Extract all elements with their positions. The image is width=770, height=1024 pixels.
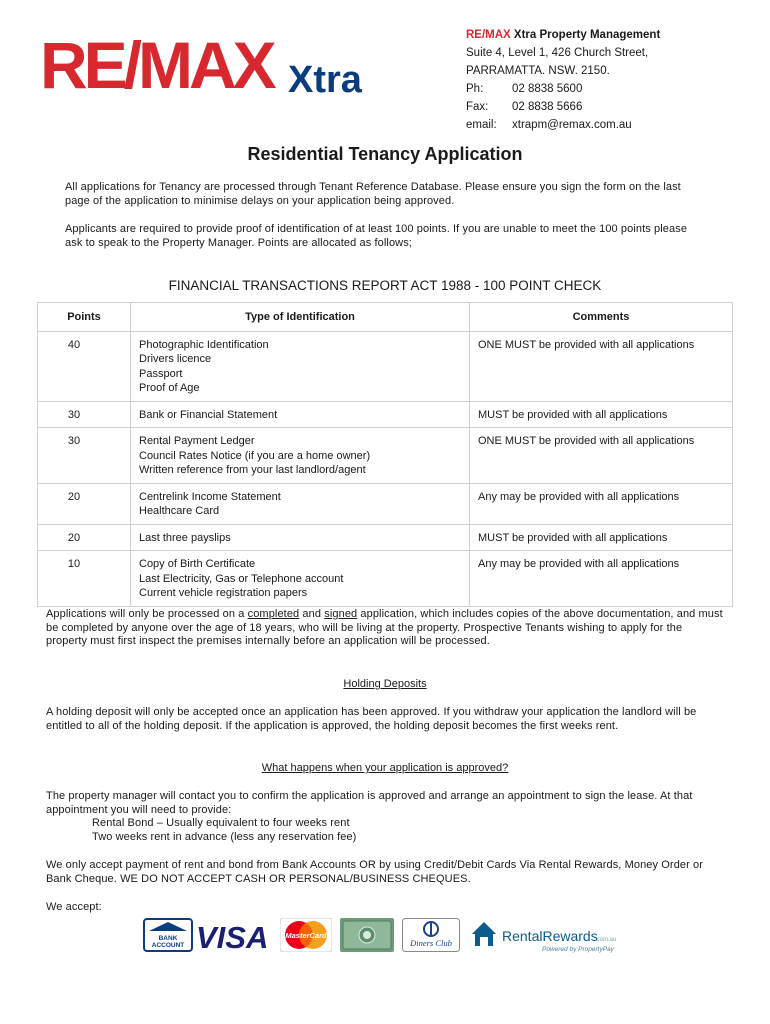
- holding-deposits-text: A holding deposit will only be accepted once an application has been approved. If you withdraw your application the landlord will be entitled to all of the holding deposit. If the application is approved, the holding deposit becomes the first weeks rent.: [46, 706, 697, 732]
- identification-type: Current vehicle registration papers: [139, 587, 308, 599]
- svg-text:VISA: VISA: [196, 920, 269, 952]
- row-comment: Any may be provided with all applications: [470, 483, 733, 524]
- rental-rewards-logo: [468, 916, 620, 953]
- identification-type: Passport: [139, 367, 183, 380]
- fax-value: 02 8838 5666: [512, 101, 583, 113]
- logo-suffix: Xtra: [288, 59, 362, 100]
- row-comment: ONE MUST be provided with all applications: [470, 331, 733, 401]
- row-identification-types: [131, 483, 470, 524]
- identification-type: Council Rates Notice (if you are a home owner): [139, 449, 371, 462]
- svg-text:MasterCard: MasterCard: [285, 931, 327, 940]
- header-type: Type of Identification: [131, 303, 470, 332]
- table-header-row: [38, 303, 733, 332]
- table-row: [38, 428, 733, 484]
- remax-logo-graphic: [40, 30, 400, 100]
- address-line-2: PARRAMATTA. NSW. 2150.: [466, 65, 610, 77]
- identification-type: Written reference from your last landlord/agent: [139, 464, 366, 476]
- identification-type: Drivers licence: [139, 353, 212, 365]
- contact-block: [466, 26, 660, 134]
- payment-methods-text: We only accept payment of rent and bond from Bank Accounts OR by using Credit/Debit Cards Via Rental Rewards, Money Order or Bank Cheque. WE DO NOT ACCEPT CASH OR PERSONAL/BUSINESS CHEQUES.: [46, 859, 704, 885]
- row-identification-types: [131, 428, 470, 484]
- table-title: FINANCIAL TRANSACTIONS REPORT ACT 1988 - 100 POINT CHECK: [168, 278, 602, 293]
- row-points: 30: [38, 428, 131, 484]
- identification-type: Proof of Age: [139, 382, 200, 394]
- page-title: Residential Tenancy Application: [247, 144, 523, 164]
- identification-type: Centrelink Income Statement: [139, 490, 281, 503]
- row-comment: ONE MUST be provided with all applications: [470, 428, 733, 484]
- table-row: [38, 401, 733, 428]
- header-comments: Comments: [470, 303, 733, 332]
- table-row: [38, 524, 733, 551]
- row-points: 20: [38, 483, 131, 524]
- approved-item-bond: Rental Bond – Usually equivalent to four weeks rent: [92, 817, 350, 829]
- svg-text:.com.au: .com.au: [595, 937, 617, 943]
- signed-word: signed: [324, 608, 358, 620]
- identification-type: Bank or Financial Statement: [139, 408, 278, 421]
- row-points: 20: [38, 524, 131, 551]
- phone-value: 02 8838 5600: [512, 83, 583, 95]
- logo-brand: RE/MAX: [40, 30, 273, 100]
- american-express-card-logo: [340, 918, 394, 952]
- row-points: 30: [38, 401, 131, 428]
- header-points: Points: [38, 303, 131, 332]
- identification-type: Photographic Identification: [139, 338, 269, 351]
- we-accept-label: We accept:: [46, 901, 102, 913]
- row-identification-types: [131, 551, 470, 607]
- row-points: 40: [38, 331, 131, 401]
- row-comment: Any may be provided with all applications: [470, 551, 733, 607]
- intro-paragraph-2: Applicants are required to provide proof of identification of at least 100 points. If you are unable to meet the 100 points please ask to speak to the Property Manager. Points are allocated as follows;: [65, 223, 688, 249]
- svg-text:BANK: BANK: [158, 935, 178, 942]
- remax-xtra-logo: [40, 30, 400, 100]
- row-identification-types: [131, 524, 470, 551]
- address-line-1: Suite 4, Level 1, 426 Church Street,: [466, 47, 649, 59]
- identification-type: Healthcare Card: [139, 505, 220, 517]
- identification-points-table: [37, 302, 733, 607]
- row-identification-types: [131, 401, 470, 428]
- identification-type: Rental Payment Ledger: [139, 435, 255, 447]
- company-name: RE/MAX Xtra Property Management: [466, 29, 661, 41]
- approved-item-rent: Two weeks rent in advance (less any reservation fee): [92, 830, 357, 843]
- phone-row: Ph: 02 8838 5600: [466, 80, 660, 98]
- visa-logo: [196, 920, 270, 954]
- completed-word: completed: [247, 608, 300, 620]
- table-row: [38, 551, 733, 607]
- identification-type: Copy of Birth Certificate: [139, 558, 256, 570]
- identification-type: Last Electricity, Gas or Telephone account: [139, 572, 344, 585]
- processing-paragraph: Applications will only be processed on a completed and signed application, which includes copies of the above documentation, and must be completed by anyone over the age of 18 years, who will be living at the property. Prospective Tenants wishing to apply for the property must first inspect the premises internally before an application will be processed.: [46, 608, 723, 647]
- powered-by-text: Powered by PropertyPay: [542, 946, 614, 953]
- row-points: 10: [38, 551, 131, 607]
- email-value[interactable]: xtrapm@remax.com.au: [512, 119, 632, 131]
- svg-text:Diners Club: Diners Club: [410, 938, 452, 948]
- email-row: email: xtrapm@remax.com.au: [466, 116, 660, 134]
- svg-text:ACCOUNT: ACCOUNT: [151, 942, 185, 949]
- identification-type: Last three payslips: [139, 531, 231, 544]
- row-comment: MUST be provided with all applications: [470, 401, 733, 428]
- mastercard-logo: [280, 918, 332, 952]
- row-comment: MUST be provided with all applications: [470, 524, 733, 551]
- holding-deposits-heading: Holding Deposits: [343, 678, 427, 690]
- fax-row: Fax: 02 8838 5666: [466, 98, 660, 116]
- bank-account-logo: [143, 918, 193, 952]
- row-identification-types: [131, 331, 470, 401]
- table-row: [38, 483, 733, 524]
- rental-rewards-name: RentalRewards: [502, 928, 598, 944]
- approved-text: The property manager will contact you to confirm the application is approved and arrange an appointment to sign the lease. At that appointment you will need to provide: Rental Bond – Usually equivalent to four weeks rent Two weeks rent in advance (less any reservation fee): [46, 790, 726, 844]
- diners-club-logo: [402, 918, 460, 952]
- intro-paragraph-1: All applications for Tenancy are processed through Tenant Reference Database. Please ensure you sign the form on the last page of the application to minimise delays on your application being approved.: [65, 181, 681, 207]
- table-row: [38, 331, 733, 401]
- approved-heading: What happens when your application is approved?: [261, 762, 509, 774]
